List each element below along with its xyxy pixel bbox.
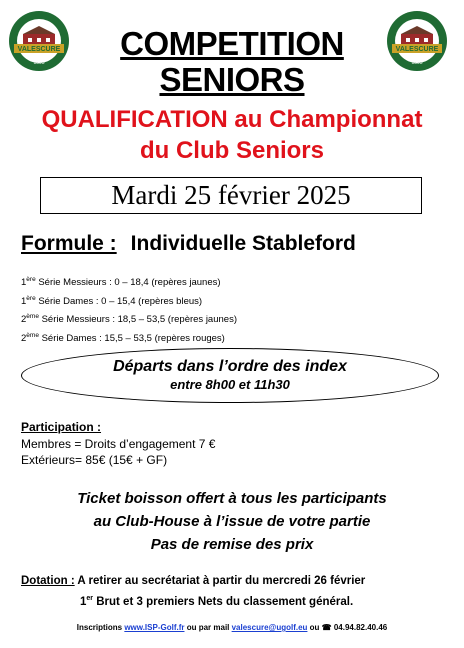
formule-label: Formule : xyxy=(21,232,117,255)
dotation-heading: Dotation : xyxy=(21,575,75,587)
website-link[interactable]: www.ISP-Golf.fr xyxy=(124,623,185,632)
departs-ellipse xyxy=(21,348,439,403)
dotation-line1: A retirer au secrétariat à partir du mercredi 26 février xyxy=(74,575,366,587)
departs-line1: Départs dans l’ordre des index xyxy=(113,358,347,375)
subtitle-line2: du Club Seniors xyxy=(139,137,324,164)
title-seniors xyxy=(0,62,464,98)
dotation-line2: 1er Brut et 3 premiers Nets du classement général. xyxy=(80,595,354,608)
dotation-block xyxy=(21,572,461,611)
date-box: Mardi 25 février 2025 xyxy=(40,177,422,214)
title-line2: SENIORS xyxy=(159,61,305,98)
svg-text:VALESCURE: VALESCURE xyxy=(395,46,439,53)
phone-number: 04.94.82.40.46 xyxy=(333,623,388,632)
ticket-block xyxy=(0,487,464,556)
formule-value: Individuelle Stableford xyxy=(130,232,356,255)
ticket-line3: Pas de remise des prix xyxy=(150,536,314,553)
svg-text:1895: 1895 xyxy=(411,60,423,66)
footer: Inscriptions www.ISP-Golf.fr ou par mail valescure@ugolf.eu ou ☎ 04.94.82.40.46 xyxy=(76,623,388,632)
participation-exterieurs: Extérieurs= 85€ (15€ + GF) xyxy=(21,453,168,467)
ticket-line2: au Club-House à l’issue de votre partie xyxy=(93,513,371,530)
series-list xyxy=(21,272,237,347)
subtitle-line1: QUALIFICATION au Championnat xyxy=(41,106,423,133)
participation-heading: Participation : xyxy=(21,420,102,434)
title-line1: COMPETITION xyxy=(120,25,344,62)
svg-text:VALESCURE: VALESCURE xyxy=(17,46,61,53)
participation-block xyxy=(21,419,215,469)
series-item: 2ème Série Messieurs : 18,5 – 53,5 (repères jaunes) xyxy=(21,313,237,326)
formule xyxy=(21,231,356,257)
ticket-line1: Ticket boisson offert à tous les participants xyxy=(77,490,387,507)
series-item: 2ème Série Dames : 15,5 – 53,5 (repères rouges) xyxy=(21,331,225,345)
svg-text:1895: 1895 xyxy=(33,60,45,66)
departs-line2: entre 8h00 et 11h30 xyxy=(170,377,290,392)
title-competition xyxy=(0,26,464,62)
series-item: 1ère Série Dames : 0 – 15,4 (repères bleus) xyxy=(21,294,203,307)
email-link[interactable]: valescure@ugolf.eu xyxy=(231,623,308,632)
participation-members: Membres = Droits d’engagement 7 € xyxy=(21,436,216,451)
phone-icon: ou ☎ xyxy=(307,623,334,632)
series-item: 1ère Série Messieurs : 0 – 18,4 (repères jaunes) xyxy=(21,276,221,289)
